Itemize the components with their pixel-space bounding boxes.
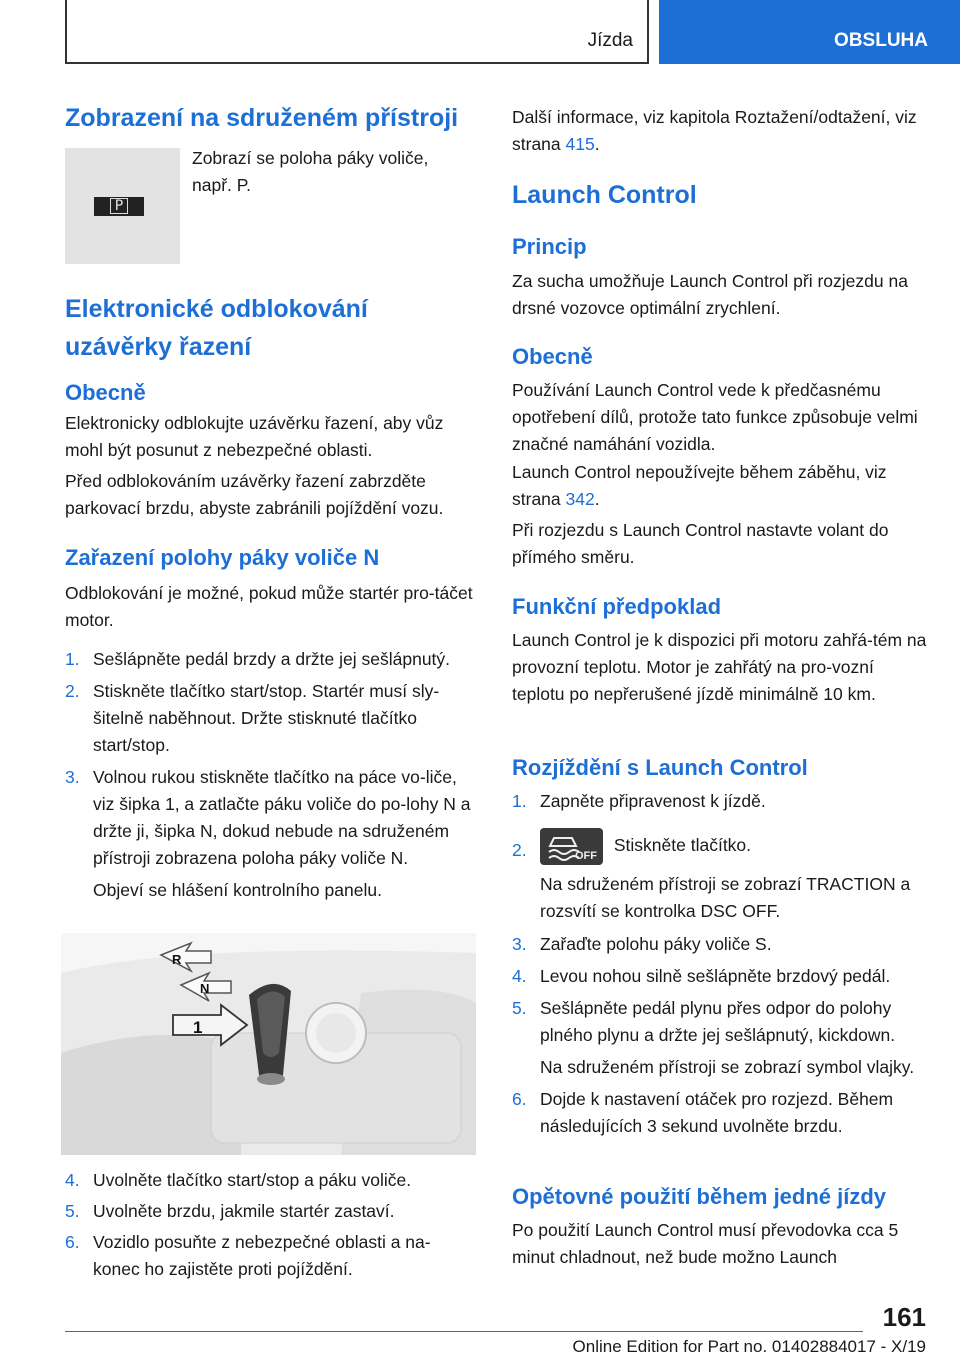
- list-item: [65, 1198, 477, 1225]
- list-item-number: 4.: [65, 1170, 80, 1190]
- page-ref-342[interactable]: 342: [565, 489, 595, 509]
- subsection-title-principle: Princip: [512, 234, 587, 259]
- launch-steps-list: [512, 788, 928, 1140]
- general-right-paragraph-2: [512, 459, 928, 513]
- principle-paragraph: Za sucha umožňuje Launch Control při rozjezdu na drsné vozovce optimální zrychlení.: [512, 271, 908, 318]
- gear-selector-photo: [61, 933, 476, 1155]
- list-item-text: Zapněte připravenost k jízdě.: [540, 791, 766, 811]
- general-right-paragraph-2-end: .: [594, 489, 600, 509]
- list-item-text: Levou nohou silně sešlápněte brzdový pedál.: [540, 965, 891, 986]
- subsection-title-select-n: Zařazení polohy páky voliče N: [65, 545, 380, 570]
- list-item: [65, 1229, 477, 1283]
- info-paragraph-end: .: [594, 134, 600, 154]
- steps-list-a: [65, 646, 477, 904]
- list-item-text: Uvolněte brzdu, jakmile startér zastaví.: [93, 1201, 395, 1221]
- list-item-text: Zařaďte polohu páky voliče S.: [540, 933, 772, 954]
- list-item-text: Sešlápněte pedál brzdy a držte jej sešlápnutý.: [93, 649, 451, 669]
- list-item-number: 1.: [65, 649, 80, 669]
- footer-divider: [65, 1331, 863, 1332]
- step3-sub-note: Objeví se hlášení kontrolního panelu.: [93, 880, 382, 900]
- list-item-text: Vozidlo posuňte z nebezpečné oblasti a na-konec ho zajistěte proti pojíždění.: [93, 1232, 431, 1279]
- steps-list-b: [65, 1167, 477, 1283]
- list-item-number: 5.: [65, 1201, 80, 1221]
- list-item-number: 4.: [512, 965, 527, 986]
- list-item-number: 1.: [512, 791, 527, 811]
- section-title-instrument-display: Zobrazení na sdruženém přístroji: [65, 104, 459, 132]
- list-item-number: 6.: [512, 1088, 527, 1109]
- list-item-text: Volnou rukou stiskněte tlačítko na páce vo-liče, viz šipka 1, a zatlačte páku voliče do po-lohy N a držte ji, šipka N, dokud nebude na sdruženém přístroji zobrazena poloha páky voliče N.: [93, 767, 471, 868]
- list-item-number: 5.: [512, 997, 527, 1018]
- page-number: 161: [882, 1302, 926, 1332]
- gear-display-image: [65, 148, 180, 264]
- list-item: [65, 764, 477, 872]
- subsection-title-reuse: Opětovné použití během jedné jízdy: [512, 1184, 887, 1209]
- info-paragraph: [512, 104, 928, 158]
- list-item-text: Sešlápněte pedál plynu přes odpor do polohy plného plynu a držte jej sešlápnutý, kickdown.: [540, 997, 896, 1045]
- general-paragraph-1: Elektronicky odblokujte uzávěrku řazení, aby vůz mohl být posunut z nebezpečné oblasti.: [65, 413, 444, 460]
- list-item-number: 3.: [512, 933, 527, 954]
- photo-label-1: 1: [193, 1018, 203, 1037]
- step5-sub-note: Na sdruženém přístroji se zobrazí symbol vlajky.: [540, 1056, 915, 1077]
- dsc-off-button-icon: [540, 828, 603, 865]
- list-item: [65, 678, 477, 759]
- instrument-display-text-line2: např. P.: [192, 175, 252, 195]
- subsection-title-general: Obecně: [65, 380, 146, 405]
- list-item-text: Uvolněte tlačítko start/stop a páku voliče.: [93, 1170, 412, 1190]
- photo-label-r: R: [172, 952, 182, 967]
- general-right-paragraph-1: Používání Launch Control vede k předčasnému opotřebení dílů, protože tato funkce způsobuje velmi značné namáhání vozidla.: [512, 380, 918, 454]
- select-n-paragraph: Odblokování je možné, pokud může startér pro-táčet motor.: [65, 583, 473, 630]
- info-paragraph-text: Další informace, viz kapitola Roztažení/odtažení, viz strana: [512, 107, 917, 154]
- list-item: [512, 995, 928, 1049]
- list-item: [65, 1167, 477, 1194]
- subsection-title-general-right: Obecně: [512, 344, 593, 369]
- list-item: [512, 788, 928, 815]
- list-item: [65, 646, 477, 673]
- list-item: [512, 963, 928, 990]
- section-title-electronic-unlock: [65, 290, 477, 366]
- list-item-text: Stiskněte tlačítko.: [613, 835, 752, 855]
- general-right-paragraph-2-text: Launch Control nepoužívejte během záběhu, viz strana: [512, 462, 887, 509]
- general-right-paragraph-3: Při rozjezdu s Launch Control nastavte volant do přímého směru.: [512, 520, 889, 567]
- page-ref-415[interactable]: 415: [565, 134, 595, 154]
- instrument-display-text-line1: Zobrazí se poloha páky voliče,: [192, 148, 429, 168]
- header-section-title: Jízda: [587, 30, 633, 51]
- list-item-number: 2.: [65, 681, 80, 701]
- section-title-launch-control: Launch Control: [512, 181, 697, 209]
- list-item: [512, 1086, 928, 1140]
- header-section-box: [65, 0, 649, 64]
- subsection-title-starting: Rozjíždění s Launch Control: [512, 755, 808, 780]
- instrument-display-text: [192, 145, 477, 199]
- list-item-text: Stiskněte tlačítko start/stop. Startér musí sly-šitelně naběhnout. Držte stisknuté tlačítko start/stop.: [93, 681, 440, 755]
- subsection-title-prerequisite: Funkční předpoklad: [512, 594, 722, 619]
- gear-p-indicator-icon: P: [94, 197, 144, 216]
- section-title-electronic-unlock-line1: Elektronické odblokování: [65, 295, 368, 323]
- reuse-paragraph: Po použití Launch Control musí převodovka cca 5 minut chladnout, než bude možno Launch: [512, 1220, 899, 1267]
- list-item-text: Dojde k nastavení otáček pro rozjezd. Během následujících 3 sekund uvolněte brzdu.: [540, 1088, 894, 1136]
- dsc-off-label: OFF: [575, 849, 597, 862]
- prerequisite-paragraph: Launch Control je k dispozici při motoru zahřá-tém na provozní teplotu. Motor je zahřátý na pro-vozní teplotu po nepřerušené jízdě minimálně 10 km.: [512, 630, 927, 704]
- list-item: [512, 931, 928, 958]
- step2-sub-note: Na sdruženém přístroji se zobrazí TRACTION a rozsvítí se kontrolka DSC OFF.: [540, 873, 911, 921]
- header-chapter-tab: OBSLUHA: [659, 0, 960, 64]
- list-item-number: 6.: [65, 1232, 80, 1252]
- general-paragraph-2: Před odblokováním uzávěrky řazení zabrzděte parkovací brzdu, abyste zabránili pojíždění vozu.: [65, 471, 444, 518]
- list-item-number: 3.: [65, 767, 80, 787]
- section-title-electronic-unlock-line2: uzávěrky řazení: [65, 333, 252, 361]
- photo-label-n: N: [200, 981, 210, 996]
- list-item: [512, 827, 928, 865]
- footer-edition: Online Edition for Part no. 01402884017 - X/19: [572, 1337, 926, 1356]
- gear-selector-illustration: [61, 933, 476, 1155]
- list-item-number: 2.: [512, 840, 527, 860]
